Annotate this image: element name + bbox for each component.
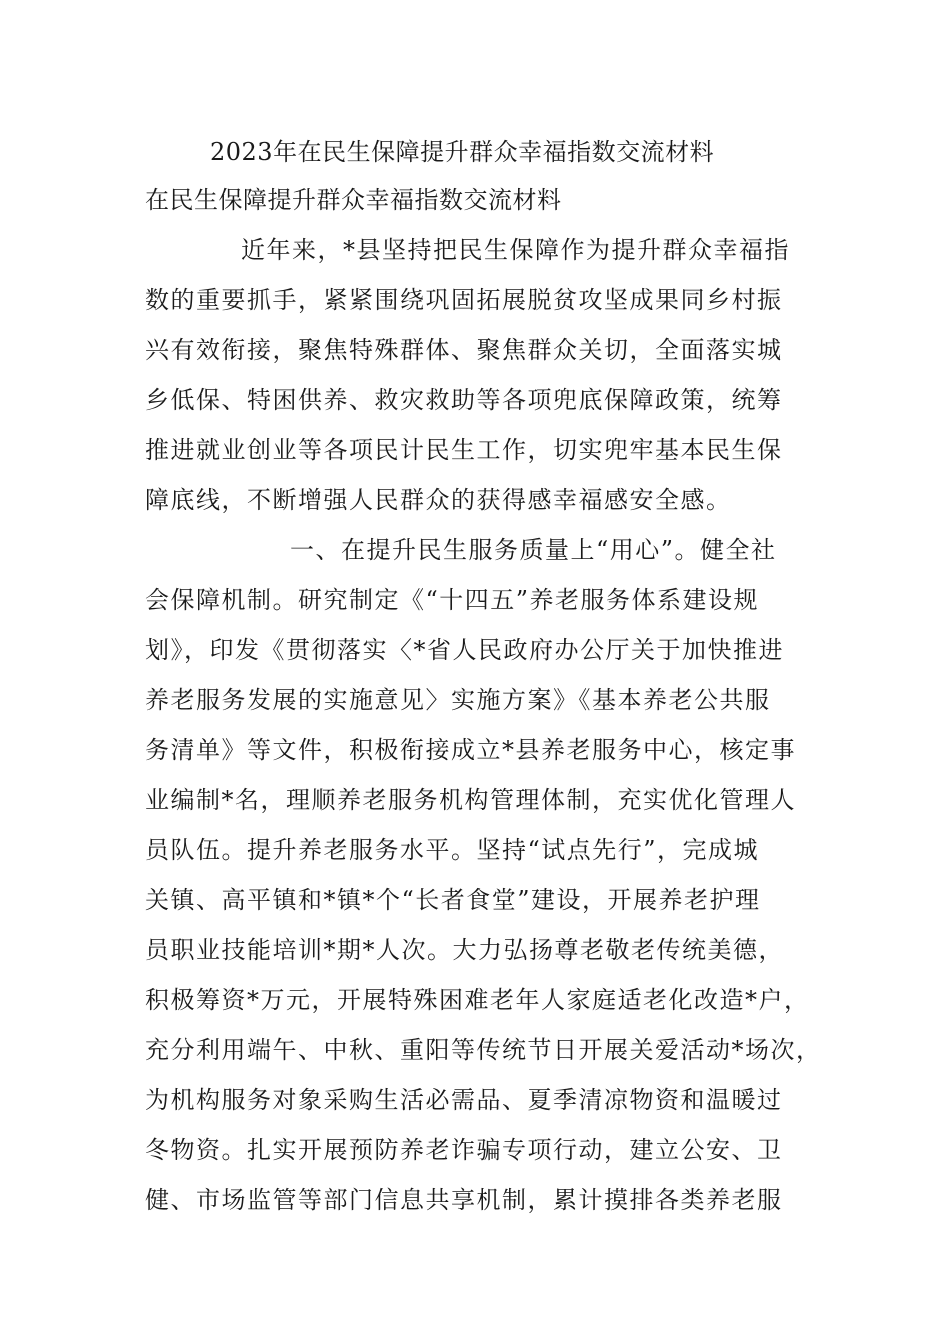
paragraph-2-line: 为机构服务对象采购生活必需品、夏季清凉物资和温暖过 [145, 1086, 783, 1114]
paragraph-2-line: 健、市场监管等部门信息共享机制，累计摸排各类养老服 [145, 1186, 783, 1214]
paragraph-2-line: 务清单》等文件，积极衔接成立*县养老服务中心，核定事 [145, 736, 796, 764]
paragraph-1-line: 乡低保、特困供养、救灾救助等各项兜底保障政策，统筹 [145, 386, 783, 414]
paragraph-1-line: 推进就业创业等各项民计民生工作，切实兜牢基本民生保 [145, 436, 783, 464]
paragraph-2-line: 员职业技能培训*期*人次。大力弘扬尊老敬老传统美德， [145, 936, 784, 964]
paragraph-1-line: 近年来，*县坚持把民生保障作为提升群众幸福指 [241, 236, 790, 264]
paragraph-2-line: 划》，印发《贯彻落实〈*省人民政府办公厅关于加快推进 [145, 636, 784, 664]
paragraph-2-line: 养老服务发展的实施意见〉实施方案》《基本养老公共服 [145, 686, 771, 714]
paragraph-1-line: 数的重要抓手，紧紧围绕巩固拓展脱贫攻坚成果同乡村振 [145, 286, 783, 314]
paragraph-2-line: 业编制*名，理顺养老服务机构管理体制，充实优化管理人 [145, 786, 796, 814]
document-subtitle: 在民生保障提升群众幸福指数交流材料 [145, 186, 562, 214]
paragraph-2-line: 一、在提升民生服务质量上“用心”。健全社 [290, 536, 777, 564]
paragraph-1-line: 兴有效衔接，聚焦特殊群体、聚焦群众关切，全面落实城 [145, 336, 783, 364]
paragraph-2-line: 会保障机制。研究制定《“十四五”养老服务体系建设规 [145, 586, 760, 614]
paragraph-1-line: 障底线，不断增强人民群众的获得感幸福感安全感。 [145, 486, 732, 514]
paragraph-2-line: 冬物资。扎实开展预防养老诈骗专项行动，建立公安、卫 [145, 1136, 783, 1164]
paragraph-2-line: 员队伍。提升养老服务水平。坚持“试点先行”，完成城 [145, 836, 760, 864]
paragraph-2-line: 关镇、高平镇和*镇*个“长者食堂”建设，开展养老护理 [145, 886, 761, 914]
document-title: 2023年在民生保障提升群众幸福指数交流材料 [210, 138, 715, 166]
paragraph-2-line: 充分利用端午、中秋、重阳等传统节日开展关爱活动*场次， [145, 1036, 822, 1064]
paragraph-2-line: 积极筹资*万元，开展特殊困难老年人家庭适老化改造*户， [145, 986, 810, 1014]
